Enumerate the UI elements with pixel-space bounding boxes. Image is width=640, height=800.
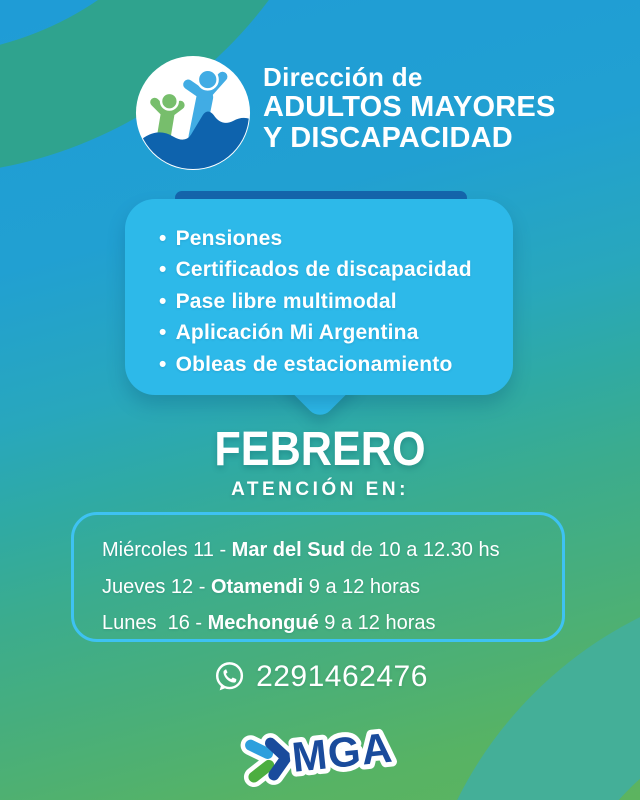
schedule-row	[102, 605, 552, 642]
service-label: Pase libre multimodal	[175, 289, 397, 313]
schedule-day: Jueves 12 -	[102, 575, 211, 598]
schedule-time: de 10 a 12.30 hs	[345, 539, 500, 561]
schedule-time: 9 a 12 horas	[318, 612, 436, 634]
schedule-time: 9 a 12 horas	[303, 575, 420, 598]
schedule-row	[102, 569, 552, 606]
service-label: Pensiones	[175, 227, 283, 250]
schedule-place: Mar del Sud	[231, 539, 346, 561]
schedule-box	[71, 512, 565, 642]
service-item	[159, 349, 499, 380]
service-item	[159, 286, 499, 317]
schedule-place: Mechongué	[207, 612, 319, 634]
bullet-dot: •	[159, 289, 167, 313]
service-item	[159, 223, 499, 254]
footer-brand	[0, 716, 640, 799]
bullet-dot: •	[159, 227, 167, 250]
schedule-day: Lunes 16 -	[102, 612, 208, 634]
title-line-1: Dirección de	[263, 62, 423, 92]
bullet-dot: •	[159, 258, 167, 282]
services-speech-bubble	[125, 199, 513, 395]
bullet-dot: •	[159, 321, 167, 345]
title-line-3: Y DISCAPACIDAD	[263, 122, 513, 154]
mga-brand-text: MGA	[289, 723, 396, 781]
schedule-place: Otamendi	[210, 575, 304, 598]
attention-label: ATENCIÓN EN:	[231, 479, 409, 500]
header-title	[263, 62, 556, 154]
service-item	[159, 254, 499, 285]
service-label: Obleas de estacionamiento	[175, 352, 453, 376]
schedule-row	[102, 532, 552, 569]
contact-row	[0, 660, 640, 694]
whatsapp-number: 2291462476	[256, 660, 428, 693]
mga-logo	[222, 716, 418, 794]
service-item	[159, 317, 499, 348]
service-label: Aplicación Mi Argentina	[175, 321, 419, 345]
bullet-dot: •	[159, 352, 167, 376]
whatsapp-icon	[212, 660, 246, 694]
title-line-2: ADULTOS MAYORES	[263, 91, 556, 123]
adultos-mayores-logo-icon	[134, 54, 252, 172]
schedule-day: Miércoles 11 -	[102, 539, 232, 561]
month-title: FEBRERO	[214, 423, 426, 476]
service-label: Certificados de discapacidad	[175, 258, 472, 282]
